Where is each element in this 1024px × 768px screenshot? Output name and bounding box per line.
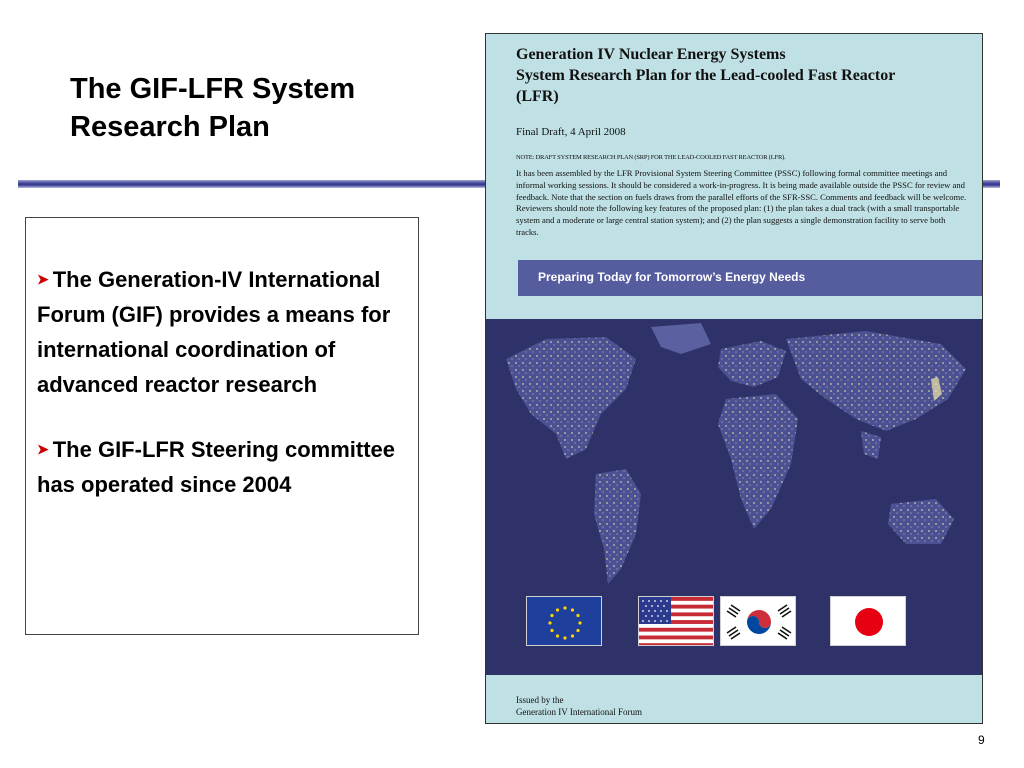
document-banner-text: Preparing Today for Tomorrow’s Energy Needs xyxy=(538,270,806,284)
document-heading-line3: (LFR) xyxy=(516,88,559,105)
bullet-box xyxy=(25,217,419,635)
eu-flag-icon xyxy=(526,596,602,646)
document-footer-line2: Generation IV International Forum xyxy=(516,707,643,717)
us-flag-icon xyxy=(638,596,714,646)
japan-flag-icon xyxy=(830,596,906,646)
document-draft-date: Final Draft, 4 April 2008 xyxy=(516,126,626,138)
bullet-item-steering xyxy=(37,432,410,502)
document-note-body: It has been assembled by the LFR Provisional System Steering Committee (PSSC) following formal committee meetings and informal working sessions. It should be considered a work-in-progress. It is being made available outside the PSSC for review and feedback. Note that the section on fuels draws from the parallel efforts of the SFR-SSC. Comments and feedback will be welcome. Reviewers should note the following key features of the proposed plan: (1) the plan takes a dual track (with a small transportable system and a moderate or large central station system); and (2) the plan suggests a single demonstration facility to serve both tracks. xyxy=(516,168,967,237)
bullet-item-gif xyxy=(37,262,410,402)
page-number: 9 xyxy=(978,733,985,747)
arrow-right-icon: ➤ xyxy=(37,441,49,457)
slide-title-line1: The GIF-LFR System xyxy=(70,73,356,105)
slide-title xyxy=(70,70,450,146)
bullet-text: The Generation-IV International Forum (GIF) provides a means for international coordination of advanced reactor research xyxy=(37,267,391,397)
document-heading-line1: Generation IV Nuclear Energy Systems xyxy=(516,46,786,63)
document-footer xyxy=(516,694,642,718)
bullet-text: The GIF-LFR Steering committee has operated since 2004 xyxy=(37,437,395,497)
slide-title-line2: Research Plan xyxy=(70,111,270,143)
arrow-right-icon: ➤ xyxy=(37,271,49,287)
document-footer-line1: Issued by the xyxy=(516,695,564,705)
south-korea-flag-icon xyxy=(720,596,796,646)
document-heading-line2: System Research Plan for the Lead-cooled Fast Reactor xyxy=(516,67,896,84)
document-note-heading: NOTE: DRAFT SYSTEM RESEARCH PLAN (SRP) FOR THE LEAD-COOLED FAST REACTOR (LFR). xyxy=(516,154,786,161)
document-cover-image xyxy=(485,33,983,724)
document-heading xyxy=(516,44,976,107)
document-banner xyxy=(518,260,983,296)
